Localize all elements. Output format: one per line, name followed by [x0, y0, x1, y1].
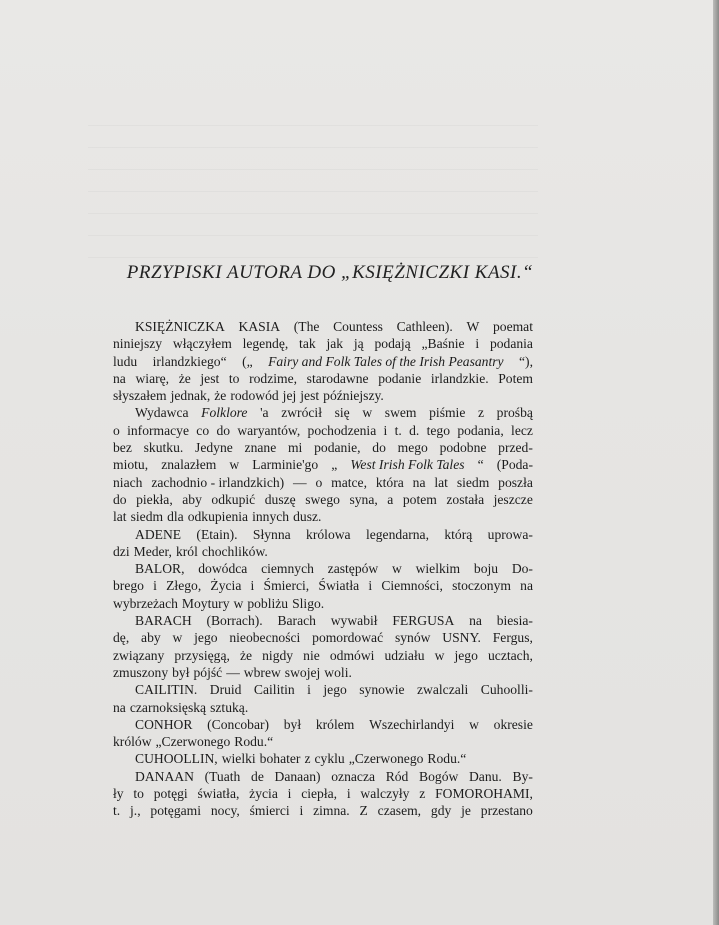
word: j., — [130, 803, 141, 819]
text-line — [113, 733, 533, 750]
word: i — [368, 578, 373, 594]
word: West Irish Folk Tales — [350, 457, 465, 473]
word: prośbą — [496, 405, 533, 421]
text-line — [113, 768, 533, 785]
word: aby — [141, 630, 161, 646]
word: Do- — [511, 561, 533, 577]
word: 'a — [260, 405, 269, 421]
word: król — [175, 543, 198, 559]
word: dusz. — [293, 509, 322, 525]
word: piekła, — [136, 491, 173, 507]
word: — — [293, 474, 307, 490]
word: o — [315, 474, 323, 490]
text-line — [113, 802, 533, 819]
word: gdy — [430, 803, 452, 819]
word: (Concobar) — [207, 716, 270, 732]
text-line — [113, 318, 533, 335]
word: Złego, — [166, 578, 202, 594]
word: bez — [113, 440, 132, 456]
word: lat — [113, 509, 127, 525]
word: swego — [305, 491, 340, 507]
word: boju — [473, 561, 499, 577]
word: Fairy and Folk Tales of the Irish Peasantry — [268, 353, 504, 369]
word: innych — [252, 509, 290, 525]
word: z — [419, 786, 426, 802]
text-line — [113, 439, 533, 456]
word: jego — [194, 630, 218, 646]
word: pobliżu — [247, 595, 289, 611]
word: „ — [331, 457, 338, 473]
word: późniejszy. — [323, 388, 384, 404]
word: je — [461, 803, 471, 819]
word: Danaan) — [274, 768, 321, 784]
text-line — [113, 681, 533, 698]
word: w — [469, 716, 479, 732]
word: i — [299, 803, 304, 819]
word: irlandzkiego“ — [152, 353, 227, 369]
text-line — [113, 629, 533, 646]
word: pomordować — [312, 630, 384, 646]
word: chochlików. — [201, 543, 268, 559]
word: podania — [489, 336, 533, 352]
word: na — [412, 474, 426, 490]
word: do — [372, 440, 386, 456]
word: poemat — [492, 319, 533, 334]
word: niniejszy — [113, 336, 163, 352]
text-line — [113, 612, 533, 629]
word: — — [226, 664, 240, 680]
text-line — [113, 422, 533, 439]
word: tak — [299, 336, 316, 352]
word: jego — [323, 682, 347, 698]
word: na — [113, 370, 126, 386]
show-through-shadow — [88, 125, 538, 275]
word: t. — [394, 422, 402, 438]
word: jej — [282, 388, 297, 404]
word: przysięgą, — [174, 647, 230, 663]
word: królem — [315, 716, 355, 732]
text-line — [113, 353, 533, 370]
text-line — [113, 456, 533, 473]
word: wielki — [221, 751, 256, 767]
text-line — [113, 560, 533, 577]
word: wiarę, — [135, 370, 170, 386]
word: walczyły — [360, 786, 410, 802]
word: Słynna — [252, 526, 291, 542]
word: zwrócił — [281, 405, 322, 421]
word: poszła — [498, 474, 533, 490]
word: swem — [384, 405, 417, 421]
word: zwalczali — [417, 682, 469, 698]
word: FERGUSA — [392, 613, 455, 629]
word: swojej — [284, 664, 321, 680]
word: Danu. — [468, 768, 502, 784]
word: Wydawca — [135, 405, 189, 421]
text-line — [113, 335, 533, 352]
word: która — [375, 474, 404, 490]
word: podanie — [378, 370, 422, 386]
word: potęgami — [150, 803, 202, 819]
word: pochodzenia — [307, 422, 377, 438]
word: de — [251, 768, 264, 784]
word: Cuhoolli- — [480, 682, 533, 698]
word: odmówi — [329, 647, 375, 663]
word: słyszałem — [113, 388, 167, 404]
word: podobne — [439, 440, 487, 456]
word: tego — [426, 422, 451, 438]
word: t. — [113, 803, 121, 819]
word: DANAAN — [135, 768, 194, 784]
word: jeszcze — [493, 491, 533, 507]
word: w — [172, 630, 183, 646]
word: nocy, — [210, 803, 240, 819]
word: odkupienia — [187, 509, 249, 525]
word: wielkim — [415, 561, 461, 577]
word: śmierci — [249, 803, 290, 819]
word: woli. — [324, 664, 352, 680]
word: Światła — [318, 578, 360, 594]
word: Wszechirlandyi — [369, 716, 455, 732]
word: zastępów — [327, 561, 379, 577]
word: na — [113, 699, 126, 715]
word: Barach — [277, 613, 316, 629]
word: jest — [200, 370, 220, 386]
word: że — [178, 370, 191, 386]
word: światła, — [197, 786, 240, 802]
word: że — [214, 388, 227, 404]
word: legendę, — [242, 336, 289, 352]
word: podanie, — [314, 440, 361, 456]
word: rodzime, — [249, 370, 298, 386]
word: do — [113, 491, 127, 507]
word: Fergus, — [492, 630, 533, 646]
word: („ — [242, 353, 253, 369]
word: By- — [512, 768, 533, 784]
word: znalazłem — [161, 457, 217, 473]
word: miotu, — [113, 457, 149, 473]
word: niach — [113, 474, 143, 490]
text-line — [113, 370, 533, 387]
word: ucztach, — [487, 647, 533, 663]
page-edge-shadow — [713, 0, 719, 925]
word: bohater — [259, 751, 301, 767]
word: włączyłem — [172, 336, 232, 352]
word: „Baśnie — [421, 336, 465, 352]
word: Countess — [333, 319, 383, 334]
word: Rodu.“ — [234, 734, 274, 750]
word: pójść — [193, 664, 223, 680]
word: do — [216, 422, 231, 438]
word: synów — [394, 630, 431, 646]
word: jednak, — [170, 388, 211, 404]
word: i — [307, 682, 311, 698]
word: CAILITIN. — [135, 682, 198, 698]
word: Sligo. — [292, 595, 325, 611]
word: Meder, — [133, 543, 172, 559]
word: Moytury — [181, 595, 230, 611]
word: matce, — [331, 474, 367, 490]
word: zmuszony — [113, 664, 169, 680]
word: w — [434, 647, 445, 663]
text-line — [113, 577, 533, 594]
word: cyklu — [314, 751, 345, 767]
word: BARACH — [135, 613, 192, 629]
word: związany — [113, 647, 165, 663]
word: siedm — [456, 474, 490, 490]
text-line — [113, 526, 533, 543]
word: (Etain). — [196, 526, 238, 542]
word: zimna. — [313, 803, 350, 819]
word: “ — [477, 457, 484, 473]
word: w — [362, 405, 373, 421]
word: podają — [374, 336, 411, 352]
word: i — [475, 336, 480, 352]
word: KASIA — [238, 319, 281, 334]
word: starodawne — [306, 370, 369, 386]
word: synowie — [359, 682, 405, 698]
word: (Borrach). — [206, 613, 263, 629]
word: którą — [444, 526, 473, 542]
word: potęgi — [153, 786, 188, 802]
word: życia — [249, 786, 278, 802]
body-text — [113, 318, 533, 820]
word: i — [346, 786, 351, 802]
word: dowódca — [198, 561, 248, 577]
word: Ciemności, — [381, 578, 443, 594]
word: ciepła, — [301, 786, 338, 802]
word: z — [304, 751, 311, 767]
word: mego — [397, 440, 428, 456]
text-line — [113, 716, 533, 733]
word: lat — [434, 474, 448, 490]
word: siedm — [130, 509, 164, 525]
word: królów — [113, 734, 152, 750]
word: udziału — [384, 647, 425, 663]
text-line — [113, 750, 533, 767]
word: na — [469, 613, 482, 629]
word: wybrzeżach — [113, 595, 178, 611]
word: biesia- — [496, 613, 533, 629]
text-line — [113, 474, 533, 491]
word: się — [334, 405, 350, 421]
word: jak — [326, 336, 344, 352]
word: jego — [454, 647, 478, 663]
text-line — [113, 595, 533, 612]
word: piśmie — [429, 405, 466, 421]
word: lecz — [511, 422, 533, 438]
word: USNY. — [442, 630, 481, 646]
word: Jedyne — [195, 440, 233, 456]
word: w — [229, 457, 240, 473]
word: w — [233, 595, 244, 611]
text-line — [113, 647, 533, 664]
word: jest — [300, 388, 320, 404]
word: Cailitin — [253, 682, 295, 698]
word: a — [387, 491, 394, 507]
text-line — [113, 508, 533, 525]
word: o — [113, 422, 120, 438]
word: BALOR, — [135, 561, 185, 577]
word: „Czerwonego — [155, 734, 231, 750]
word: i — [153, 578, 157, 594]
word: brego — [113, 578, 144, 594]
word: ADENE — [135, 526, 182, 542]
word: Potem — [498, 370, 533, 386]
word: Folklore — [201, 405, 248, 421]
text-line — [113, 491, 533, 508]
word: był — [283, 716, 302, 732]
word: Z — [359, 803, 368, 819]
word: KSIĘŻNICZKA — [135, 319, 225, 334]
word: duszę — [264, 491, 296, 507]
word: czasem, — [377, 803, 422, 819]
text-line — [113, 699, 533, 716]
word: Życia — [210, 578, 242, 594]
word: wbrew — [243, 664, 281, 680]
word: podania, — [457, 422, 504, 438]
word: Śmierci, — [263, 578, 310, 594]
word: Bogów — [419, 768, 459, 784]
word: co — [196, 422, 210, 438]
word: stoczonym — [452, 578, 511, 594]
word: aby — [182, 491, 202, 507]
word: i — [287, 786, 292, 802]
word: z — [478, 405, 485, 421]
word: to — [133, 786, 144, 802]
word: (Poda- — [496, 457, 533, 473]
word: zachodnio - irlandzkich) — [151, 474, 285, 490]
page-title: PRZYPISKI AUTORA DO „KSIĘŻNICZKI KASI.“ — [126, 262, 534, 283]
word: uprowa- — [487, 526, 533, 542]
word: nigdy — [262, 647, 294, 663]
text-line — [113, 543, 533, 560]
text-line — [113, 664, 533, 681]
word: (The — [293, 319, 320, 334]
word: królowa — [306, 526, 351, 542]
word: została — [446, 491, 485, 507]
word: dla — [167, 509, 184, 525]
word: znane — [244, 440, 277, 456]
word: CONHOR — [135, 716, 193, 732]
word: okresie — [493, 716, 533, 732]
word: sztuką. — [210, 699, 249, 715]
word: dzi — [113, 543, 130, 559]
text-line — [113, 387, 533, 404]
word: FOMOROHAMI, — [435, 786, 533, 802]
word: nie — [303, 647, 320, 663]
word: “), — [519, 353, 533, 369]
word: irlandzkie. — [430, 370, 489, 386]
word: Larminie'go — [252, 457, 319, 473]
word: odkupić — [211, 491, 256, 507]
word: legendarna, — [365, 526, 429, 542]
word: ją — [353, 336, 364, 352]
word: W — [466, 319, 480, 334]
word: że — [239, 647, 253, 663]
word: rodowód — [230, 388, 279, 404]
word: potem — [402, 491, 437, 507]
word: „Czerwonego — [348, 751, 424, 767]
word: ły — [113, 786, 124, 802]
word: w — [392, 561, 402, 577]
word: przestano — [480, 803, 533, 819]
word: oznacza — [331, 768, 376, 784]
word: Ród — [385, 768, 409, 784]
text-line — [113, 785, 533, 802]
text-line — [113, 404, 533, 421]
word: informacye — [127, 422, 189, 438]
word: na — [520, 578, 533, 594]
word: mi — [287, 440, 303, 456]
word: to — [228, 370, 240, 386]
word: Druid — [209, 682, 242, 698]
word: waryantów, — [237, 422, 301, 438]
word: i — [383, 422, 388, 438]
word: i — [250, 578, 255, 594]
word: Rodu.“ — [427, 751, 467, 767]
word: syna, — [349, 491, 378, 507]
word: skutku. — [143, 440, 184, 456]
word: ludu — [113, 353, 138, 369]
word: d. — [409, 422, 420, 438]
word: przed- — [498, 440, 533, 456]
word: ciemnych — [261, 561, 314, 577]
word: był — [172, 664, 190, 680]
word: CUHOOLLIN, — [135, 751, 218, 767]
word: czarnoksięską — [129, 699, 207, 715]
word: (Tuath — [204, 768, 241, 784]
word: dę, — [113, 630, 130, 646]
word: wywabił — [330, 613, 378, 629]
word: Cathleen). — [396, 319, 453, 334]
word: nieobecności — [229, 630, 301, 646]
